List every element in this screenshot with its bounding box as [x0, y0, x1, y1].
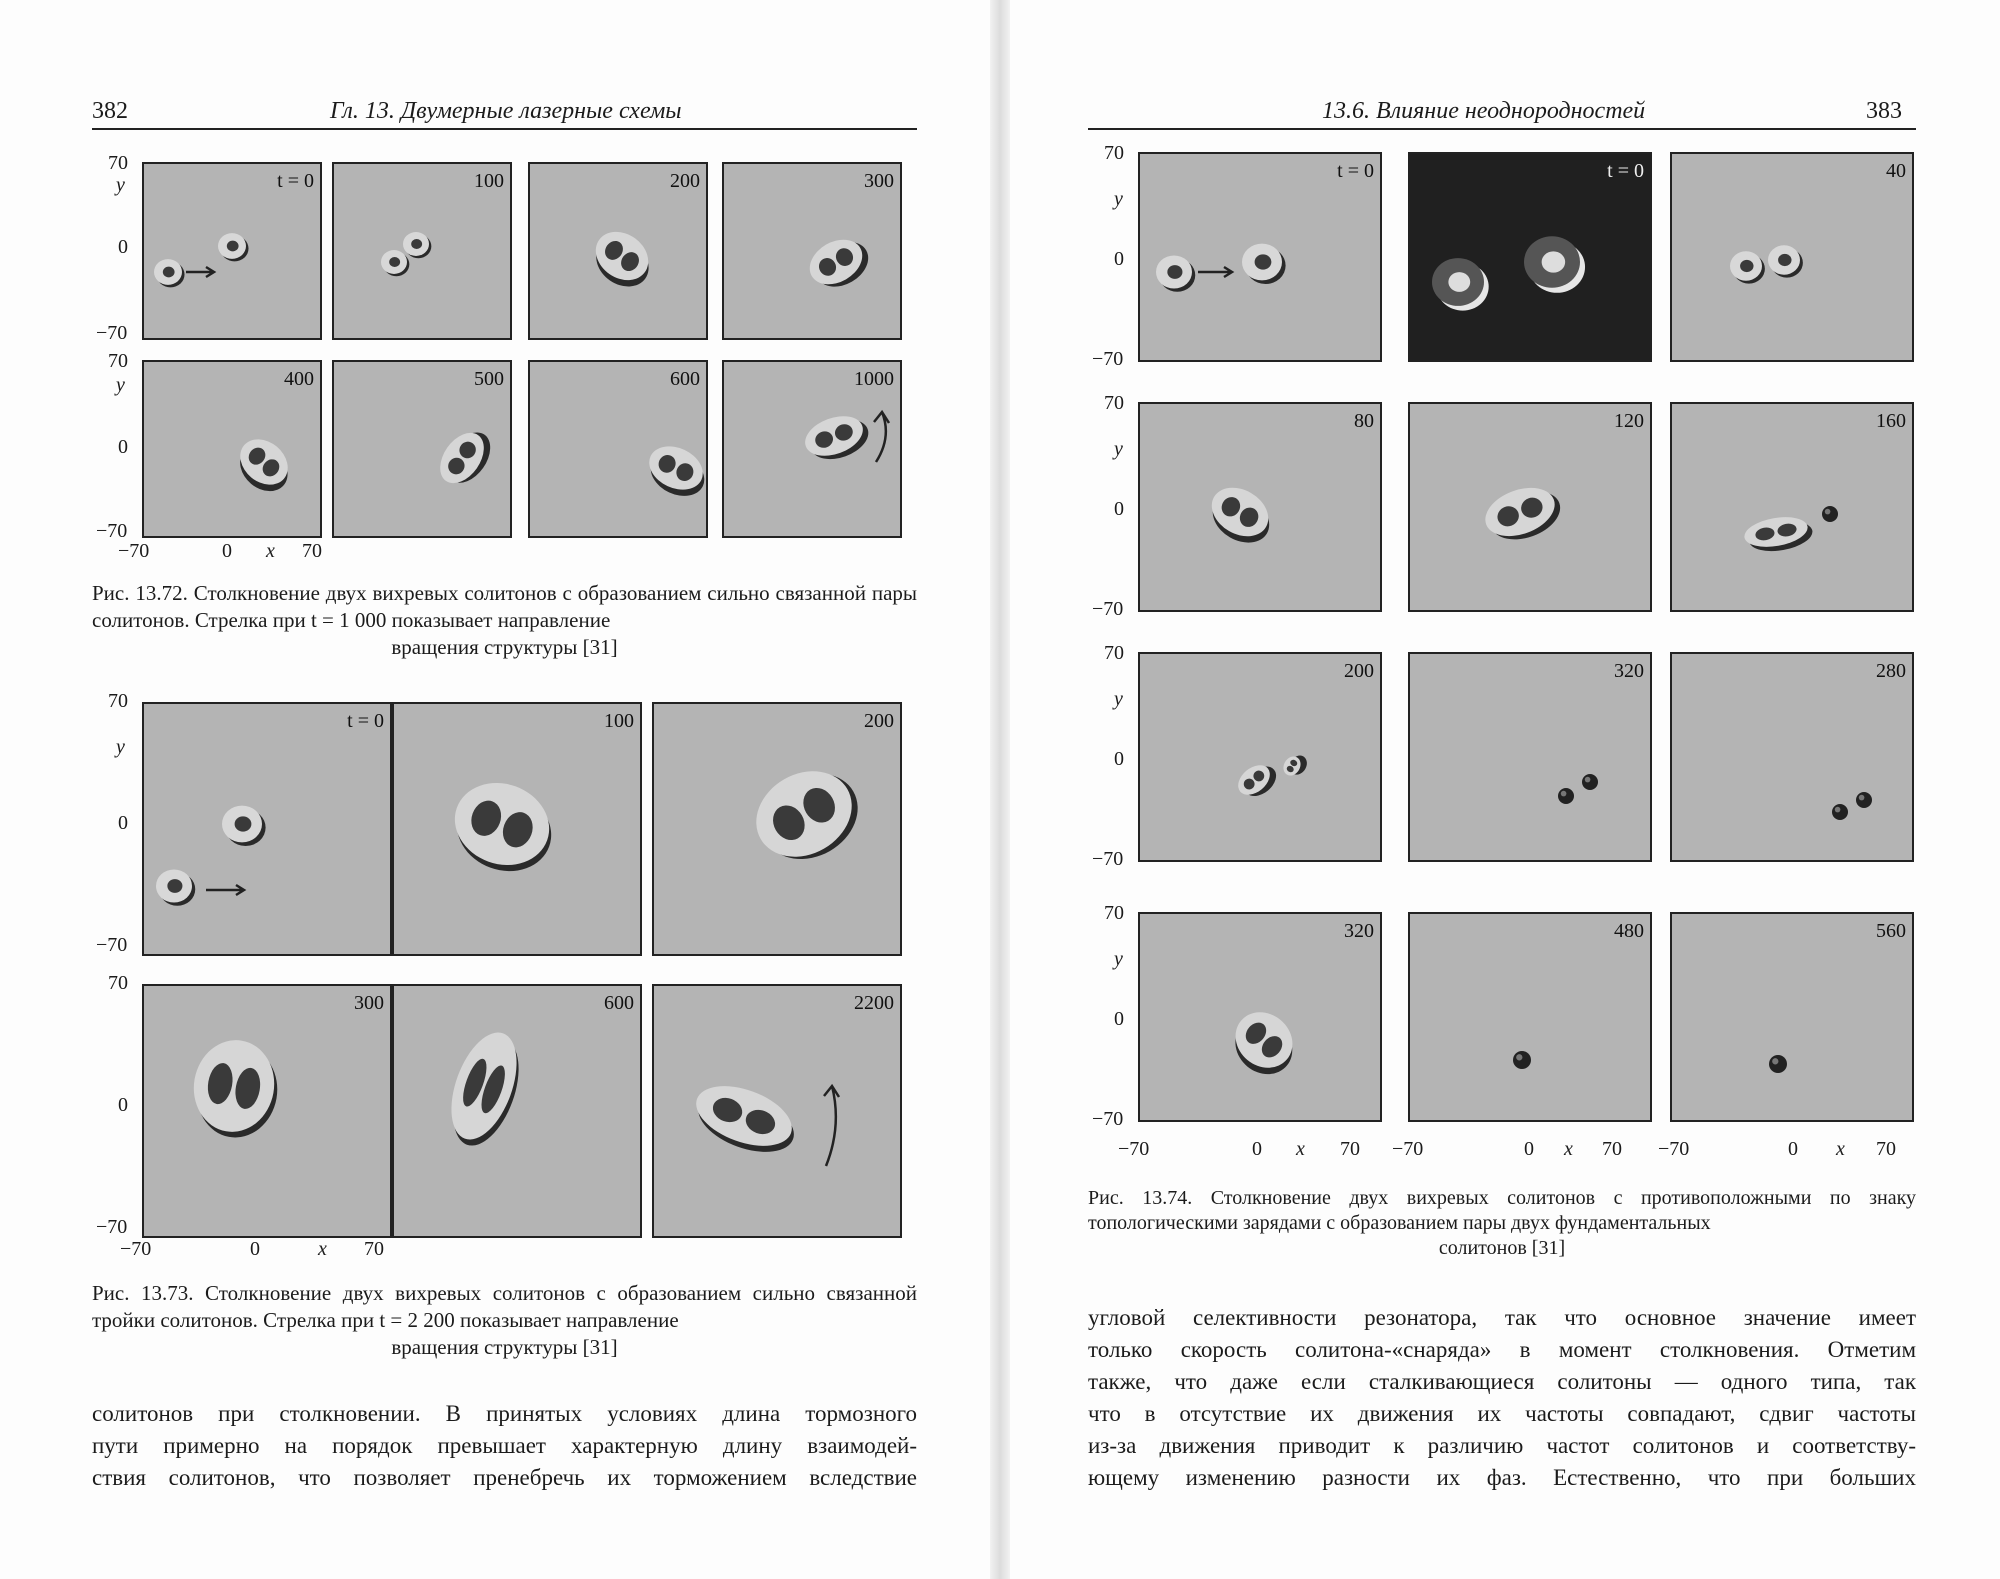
panel-time-label: t = 0 [347, 710, 384, 732]
x-tick-0: 0 [1524, 1138, 1534, 1160]
y-tick-70: 70 [108, 350, 128, 372]
panel-plot [394, 986, 640, 1236]
caption-text: Рис. 13.72. Столкновение двух вихревых солитонов с образованием сильно связанной пары солитонов. Стрелка при t = 1 000 показывает направление [92, 581, 917, 632]
x-axis-name: x [266, 540, 275, 562]
header-rule-left [92, 128, 917, 130]
figure-13-73-caption [92, 1280, 917, 1361]
text-line: только скорость солитона-«снаряда» в момент столкновения. Отметим [1088, 1337, 1916, 1362]
panel-plot [1672, 154, 1912, 360]
panel-plot [1140, 404, 1380, 610]
y-axis-name: y [116, 374, 125, 396]
panel-time-label: 80 [1354, 410, 1374, 432]
panel-plot [654, 704, 900, 954]
x-tick-0: 0 [1252, 1138, 1262, 1160]
figure-panel [652, 984, 902, 1238]
figure-panel [332, 360, 512, 538]
y-axis-name: y [1114, 188, 1123, 210]
x-tick-minus-70: −70 [1392, 1138, 1424, 1160]
panel-plot [1672, 914, 1912, 1120]
panel-time-label: 120 [1614, 410, 1644, 432]
figure-panel [142, 984, 392, 1238]
panel-time-label: 500 [474, 368, 504, 390]
panel-plot [1410, 654, 1650, 860]
figure-13-72-caption [92, 580, 917, 661]
y-tick-minus-70: −70 [1092, 598, 1124, 620]
header-rule-right [1088, 128, 1916, 130]
y-tick-minus-70: −70 [1092, 848, 1124, 870]
y-axis-name: y [1114, 688, 1123, 710]
figure-panel [1138, 402, 1382, 612]
figure-13-74-caption [1088, 1186, 1916, 1261]
y-tick-0: 0 [1114, 748, 1124, 770]
figure-panel [1408, 652, 1652, 862]
figure-panel [1408, 152, 1652, 362]
x-tick-minus-70: −70 [1658, 1138, 1690, 1160]
y-tick-70: 70 [108, 690, 128, 712]
figure-panel [142, 360, 322, 538]
left-page [0, 0, 990, 1579]
y-axis-name: y [1114, 438, 1123, 460]
x-tick-minus-70: −70 [1118, 1138, 1150, 1160]
y-tick-minus-70: −70 [96, 1216, 128, 1238]
panel-plot [144, 704, 390, 954]
text-line: угловой селективности резонатора, так что основное значение имеет [1088, 1305, 1916, 1330]
x-tick-minus-70: −70 [118, 540, 150, 562]
figure-panel [1138, 652, 1382, 862]
figure-panel [142, 702, 392, 956]
y-tick-0: 0 [118, 436, 128, 458]
x-axis-name: x [318, 1238, 327, 1260]
panel-time-label: t = 0 [1607, 160, 1644, 182]
panel-plot [1140, 914, 1380, 1120]
y-tick-0: 0 [118, 812, 128, 834]
y-tick-minus-70: −70 [1092, 1108, 1124, 1130]
figure-panel [1670, 402, 1914, 612]
x-tick-0: 0 [1788, 1138, 1798, 1160]
text-line: ющему изменению разности их фаз. Естественно, что при больших [1088, 1465, 1916, 1490]
x-tick-70: 70 [1602, 1138, 1622, 1160]
caption-text-end: солитонов [31] [1438, 1237, 1566, 1259]
caption-text-end: вращения структуры [31] [391, 1335, 618, 1359]
panel-time-label: 300 [354, 992, 384, 1014]
figure-panel [1670, 152, 1914, 362]
y-tick-0: 0 [118, 236, 128, 258]
figure-panel [142, 162, 322, 340]
panel-plot [1140, 654, 1380, 860]
body-text-right [1088, 1302, 1916, 1494]
panel-time-label: 600 [604, 992, 634, 1014]
page-number-right: 383 [1866, 98, 1902, 124]
panel-time-label: 100 [474, 170, 504, 192]
figure-panel [1408, 402, 1652, 612]
panel-time-label: 1000 [854, 368, 894, 390]
figure-panel [392, 702, 642, 956]
y-tick-70: 70 [1104, 902, 1124, 924]
panel-time-label: 560 [1876, 920, 1906, 942]
panel-plot [1410, 914, 1650, 1120]
panel-time-label: 280 [1876, 660, 1906, 682]
right-page [1010, 0, 2000, 1579]
y-tick-minus-70: −70 [1092, 348, 1124, 370]
y-tick-70: 70 [1104, 392, 1124, 414]
figure-panel [1670, 912, 1914, 1122]
x-tick-70: 70 [302, 540, 322, 562]
figure-panel [722, 360, 902, 538]
panel-time-label: 200 [1344, 660, 1374, 682]
running-head-left: Гл. 13. Двумерные лазерные схемы [330, 98, 682, 124]
x-tick-70: 70 [1340, 1138, 1360, 1160]
figure-panel [652, 702, 902, 956]
text-line: что в отсутствие их движения их частоты совпадают, сдвиг частоты [1088, 1401, 1916, 1426]
panel-plot [144, 986, 390, 1236]
figure-panel [392, 984, 642, 1238]
panel-plot [1410, 154, 1650, 360]
y-tick-0: 0 [1114, 1008, 1124, 1030]
figure-panel [1138, 912, 1382, 1122]
y-tick-70: 70 [1104, 642, 1124, 664]
figure-panel [1670, 652, 1914, 862]
y-tick-minus-70: −70 [96, 322, 128, 344]
panel-time-label: t = 0 [1337, 160, 1374, 182]
text-line: из-за движения приводит к различию частот солитонов и соответству- [1088, 1433, 1916, 1458]
panel-time-label: 300 [864, 170, 894, 192]
panel-plot [1672, 654, 1912, 860]
panel-time-label: 100 [604, 710, 634, 732]
x-axis-name: x [1296, 1138, 1305, 1160]
x-axis-name: x [1564, 1138, 1573, 1160]
panel-time-label: 400 [284, 368, 314, 390]
figure-panel [528, 360, 708, 538]
panel-time-label: 200 [864, 710, 894, 732]
y-tick-70: 70 [1104, 142, 1124, 164]
body-text-left [92, 1398, 917, 1494]
text-line: также, что даже если сталкивающиеся солитоны — одного типа, так [1088, 1369, 1916, 1394]
text-line: солитонов при столкновении. В принятых условиях длина тормозного [92, 1401, 917, 1426]
panel-time-label: 320 [1614, 660, 1644, 682]
panel-plot [1410, 404, 1650, 610]
figure-panel [528, 162, 708, 340]
x-tick-0: 0 [250, 1238, 260, 1260]
y-tick-minus-70: −70 [96, 934, 128, 956]
y-tick-0: 0 [118, 1094, 128, 1116]
panel-time-label: 2200 [854, 992, 894, 1014]
figure-panel [722, 162, 902, 340]
panel-plot [654, 986, 900, 1236]
text-line: ствия солитонов, что позволяет пренебречь их торможением вследствие [92, 1465, 917, 1490]
x-tick-minus-70: −70 [120, 1238, 152, 1260]
figure-panel [1408, 912, 1652, 1122]
panel-plot [1672, 404, 1912, 610]
running-head-right: 13.6. Влияние неоднородностей [1322, 98, 1646, 124]
caption-text-end: вращения структуры [31] [391, 635, 618, 659]
panel-plot [394, 704, 640, 954]
panel-time-label: t = 0 [277, 170, 314, 192]
text-line: пути примерно на порядок превышает характерную длину взаимодей- [92, 1433, 917, 1458]
y-tick-0: 0 [1114, 248, 1124, 270]
figure-panel [332, 162, 512, 340]
panel-time-label: 160 [1876, 410, 1906, 432]
panel-plot [1140, 154, 1380, 360]
panel-time-label: 320 [1344, 920, 1374, 942]
caption-text: Рис. 13.74. Столкновение двух вихревых солитонов с противоположными по знаку топологическими зарядами с образованием пары двух фундаментальных [1088, 1187, 1916, 1234]
caption-text: Рис. 13.73. Столкновение двух вихревых солитонов с образованием сильно связанной тройки солитонов. Стрелка при t = 2 200 показывает направление [92, 1281, 917, 1332]
x-tick-0: 0 [222, 540, 232, 562]
y-tick-0: 0 [1114, 498, 1124, 520]
page-number-left: 382 [92, 98, 128, 124]
y-axis-name: y [116, 174, 125, 196]
y-tick-70: 70 [108, 152, 128, 174]
panel-time-label: 40 [1886, 160, 1906, 182]
y-tick-minus-70: −70 [96, 520, 128, 542]
x-axis-name: x [1836, 1138, 1845, 1160]
panel-time-label: 480 [1614, 920, 1644, 942]
x-tick-70: 70 [364, 1238, 384, 1260]
y-tick-70: 70 [108, 972, 128, 994]
y-axis-name: y [116, 736, 125, 758]
figure-panel [1138, 152, 1382, 362]
book-gutter [990, 0, 1010, 1579]
x-tick-70: 70 [1876, 1138, 1896, 1160]
y-axis-name: y [1114, 948, 1123, 970]
panel-time-label: 600 [670, 368, 700, 390]
panel-time-label: 200 [670, 170, 700, 192]
